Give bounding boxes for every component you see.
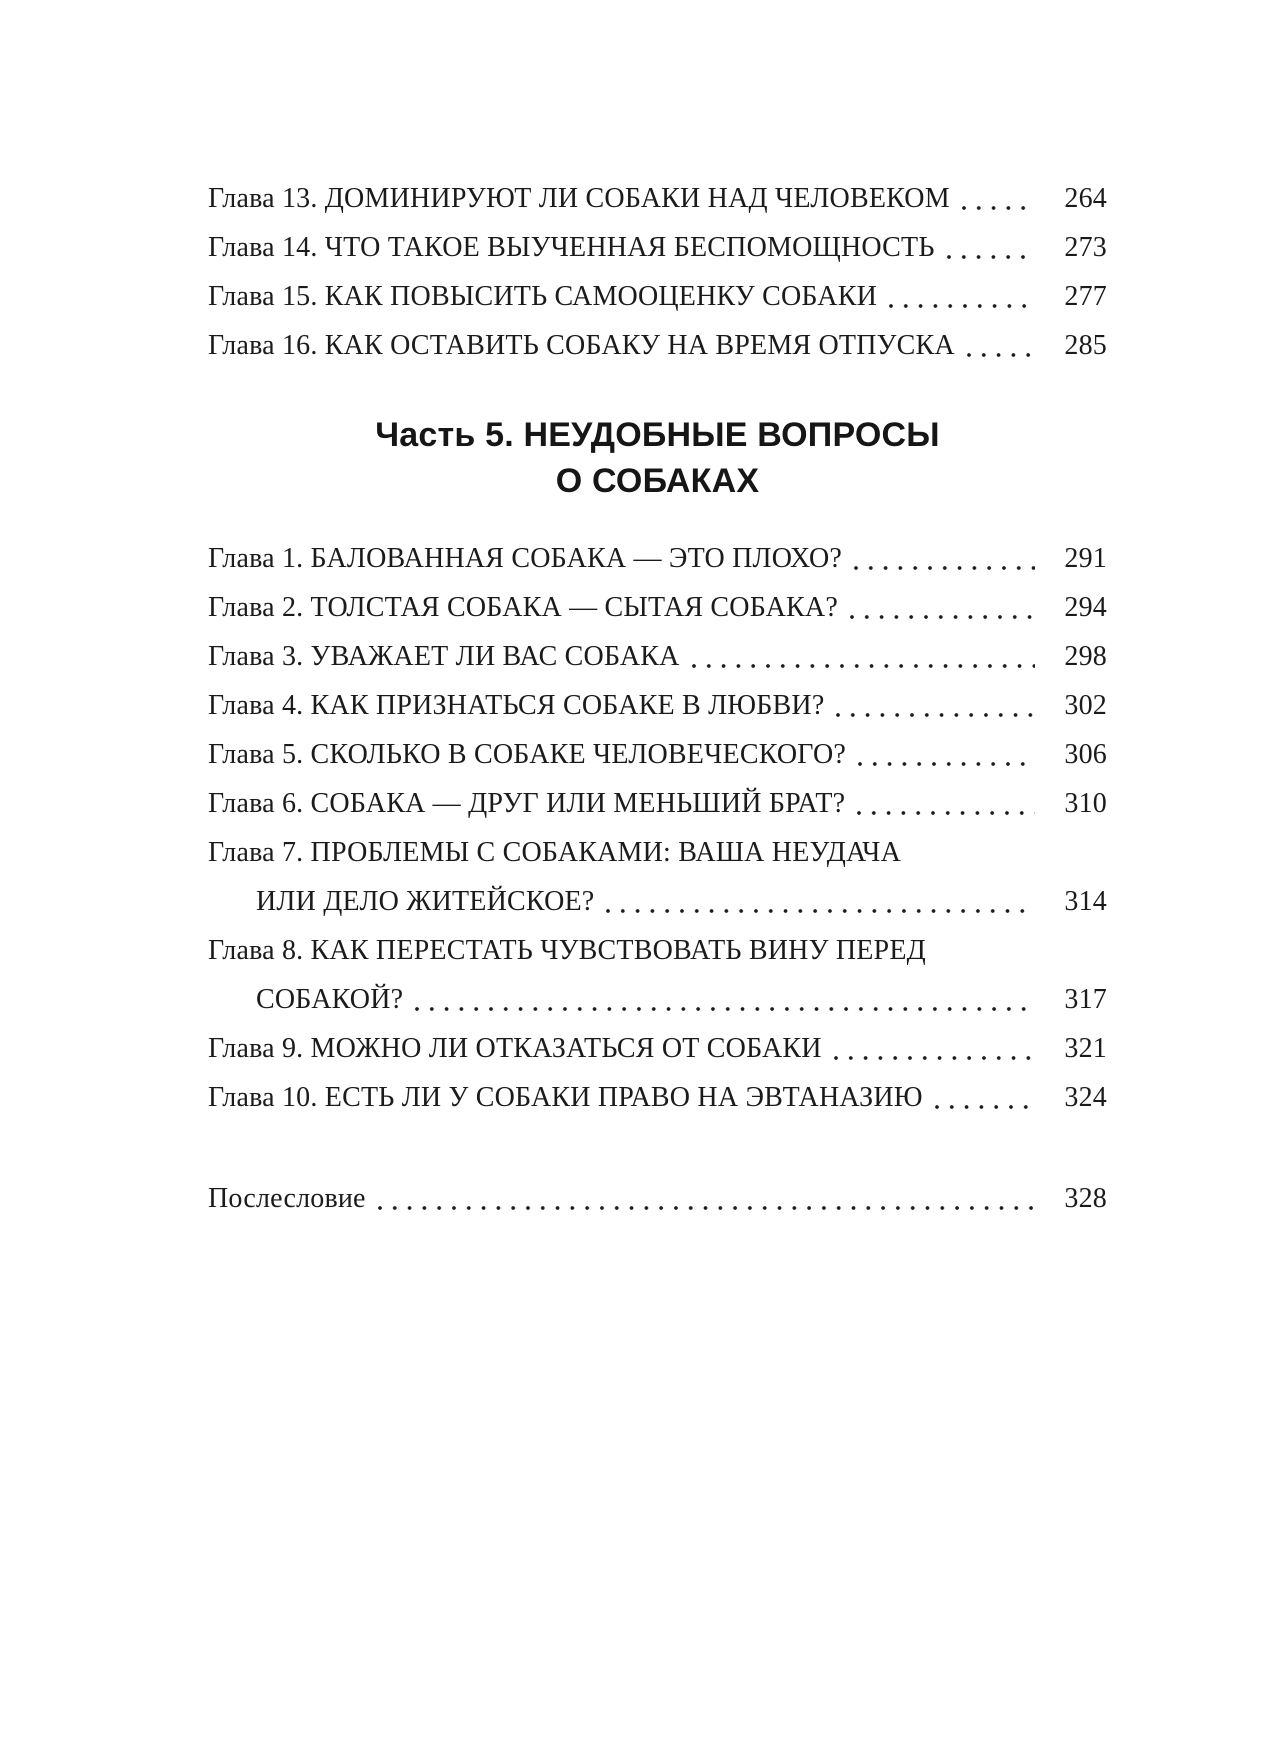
- toc-entry-page-number: 298: [1064, 641, 1107, 672]
- toc-entry-page-number: 302: [1064, 690, 1107, 721]
- toc-entry-title: СОБАКОЙ?: [256, 984, 404, 1015]
- toc-entry-row: [208, 632, 1107, 681]
- toc-entry-page-number: 306: [1064, 739, 1107, 770]
- dot-leader: [850, 615, 1035, 619]
- toc-entry-title: Глава 8. КАК ПЕРЕСТАТЬ ЧУВСТВОВАТЬ ВИНУ ПЕРЕД: [208, 935, 926, 966]
- toc-part4-tail-list: [208, 174, 1107, 370]
- part5-section-title-line1: Часть 5. НЕУДОБНЫЕ ВОПРОСЫ: [375, 416, 940, 454]
- toc-entry-title: Глава 6. СОБАКА — ДРУГ ИЛИ МЕНЬШИЙ БРАТ?: [208, 788, 846, 819]
- toc-entry-title: ИЛИ ДЕЛО ЖИТЕЙСКОЕ?: [256, 886, 595, 917]
- dot-leader: [857, 811, 1035, 815]
- toc-entry-title: Послесловие: [208, 1183, 366, 1214]
- toc-entry-row: [208, 877, 1107, 926]
- toc-entry-row: [208, 779, 1107, 828]
- toc-entry-row: [208, 975, 1107, 1024]
- toc-entry-row: [208, 1174, 1107, 1223]
- dot-leader: [606, 909, 1035, 913]
- toc-entry-title: Глава 4. КАК ПРИЗНАТЬСЯ СОБАКЕ В ЛЮБВИ?: [208, 690, 825, 721]
- toc-entry-row: [208, 583, 1107, 632]
- toc-entry-title: Глава 14. ЧТО ТАКОЕ ВЫУЧЕННАЯ БЕСПОМОЩНОСТЬ: [208, 232, 935, 263]
- dot-leader: [858, 762, 1035, 766]
- toc-entry-page-number: 294: [1064, 592, 1107, 623]
- toc-entry-row: [208, 681, 1107, 730]
- toc-entry-title: Глава 1. БАЛОВАННАЯ СОБАКА — ЭТО ПЛОХО?: [208, 543, 843, 574]
- toc-entry-page-number: 328: [1064, 1183, 1107, 1214]
- toc-entry-row: [208, 174, 1107, 223]
- toc-entry-page-number: 264: [1064, 183, 1107, 214]
- toc-entry-row: [208, 730, 1107, 779]
- toc-entry-page-number: 324: [1064, 1082, 1107, 1113]
- toc-entry-title: Глава 7. ПРОБЛЕМЫ С СОБАКАМИ: ВАША НЕУДАЧА: [208, 837, 902, 868]
- toc-entry-title: Глава 15. КАК ПОВЫСИТЬ САМООЦЕНКУ СОБАКИ: [208, 281, 877, 312]
- part5-section-title-line2: О СОБАКАХ: [555, 462, 760, 500]
- toc-entry-title: Глава 3. УВАЖАЕТ ЛИ ВАС СОБАКА: [208, 641, 680, 672]
- toc-entry-page-number: 321: [1064, 1033, 1107, 1064]
- toc-entry-page-number: 310: [1064, 788, 1107, 819]
- dot-leader: [415, 1007, 1035, 1011]
- toc-entry-page-number: 291: [1064, 543, 1107, 574]
- dot-leader: [854, 566, 1035, 570]
- toc-entry-page-number: 285: [1064, 330, 1107, 361]
- toc-entry-row: [208, 223, 1107, 272]
- toc-entry-page-number: 314: [1064, 886, 1107, 917]
- toc-entry-title: Глава 13. ДОМИНИРУЮТ ЛИ СОБАКИ НАД ЧЕЛОВЕКОМ: [208, 183, 950, 214]
- toc-entry-title: Глава 16. КАК ОСТАВИТЬ СОБАКУ НА ВРЕМЯ ОТПУСКА: [208, 330, 955, 361]
- toc-entry-title: Глава 5. СКОЛЬКО В СОБАКЕ ЧЕЛОВЕЧЕСКОГО?: [208, 739, 847, 770]
- toc-entry-row: [208, 321, 1107, 370]
- dot-leader: [967, 353, 1035, 357]
- toc-entry-row: [208, 1024, 1107, 1073]
- dot-leader: [947, 255, 1035, 259]
- toc-entry-page-number: 273: [1064, 232, 1107, 263]
- toc-entry-row: [208, 534, 1107, 583]
- toc-entry-page-number: 317: [1064, 984, 1107, 1015]
- dot-leader: [834, 1056, 1035, 1060]
- toc-part5-list: [208, 534, 1107, 1122]
- toc-entry-title: Глава 9. МОЖНО ЛИ ОТКАЗАТЬСЯ ОТ СОБАКИ: [208, 1033, 822, 1064]
- toc-entry-row: [208, 1073, 1107, 1122]
- dot-leader: [378, 1206, 1035, 1210]
- part5-section-header: [208, 412, 1107, 504]
- toc-entry-title: Глава 2. ТОЛСТАЯ СОБАКА — СЫТАЯ СОБАКА?: [208, 592, 838, 623]
- dot-leader: [935, 1105, 1035, 1109]
- dot-leader: [692, 664, 1035, 668]
- toc-entry-row: [208, 828, 1107, 877]
- toc-entry-page-number: 277: [1064, 281, 1107, 312]
- toc-entry-row: [208, 926, 1107, 975]
- dot-leader: [962, 206, 1035, 210]
- toc-entry-title: Глава 10. ЕСТЬ ЛИ У СОБАКИ ПРАВО НА ЭВТАНАЗИЮ: [208, 1082, 923, 1113]
- toc-afterword: [208, 1174, 1107, 1223]
- toc-entry-row: [208, 272, 1107, 321]
- toc-content-column: [208, 0, 1107, 1223]
- dot-leader: [889, 304, 1035, 308]
- dot-leader: [836, 713, 1035, 717]
